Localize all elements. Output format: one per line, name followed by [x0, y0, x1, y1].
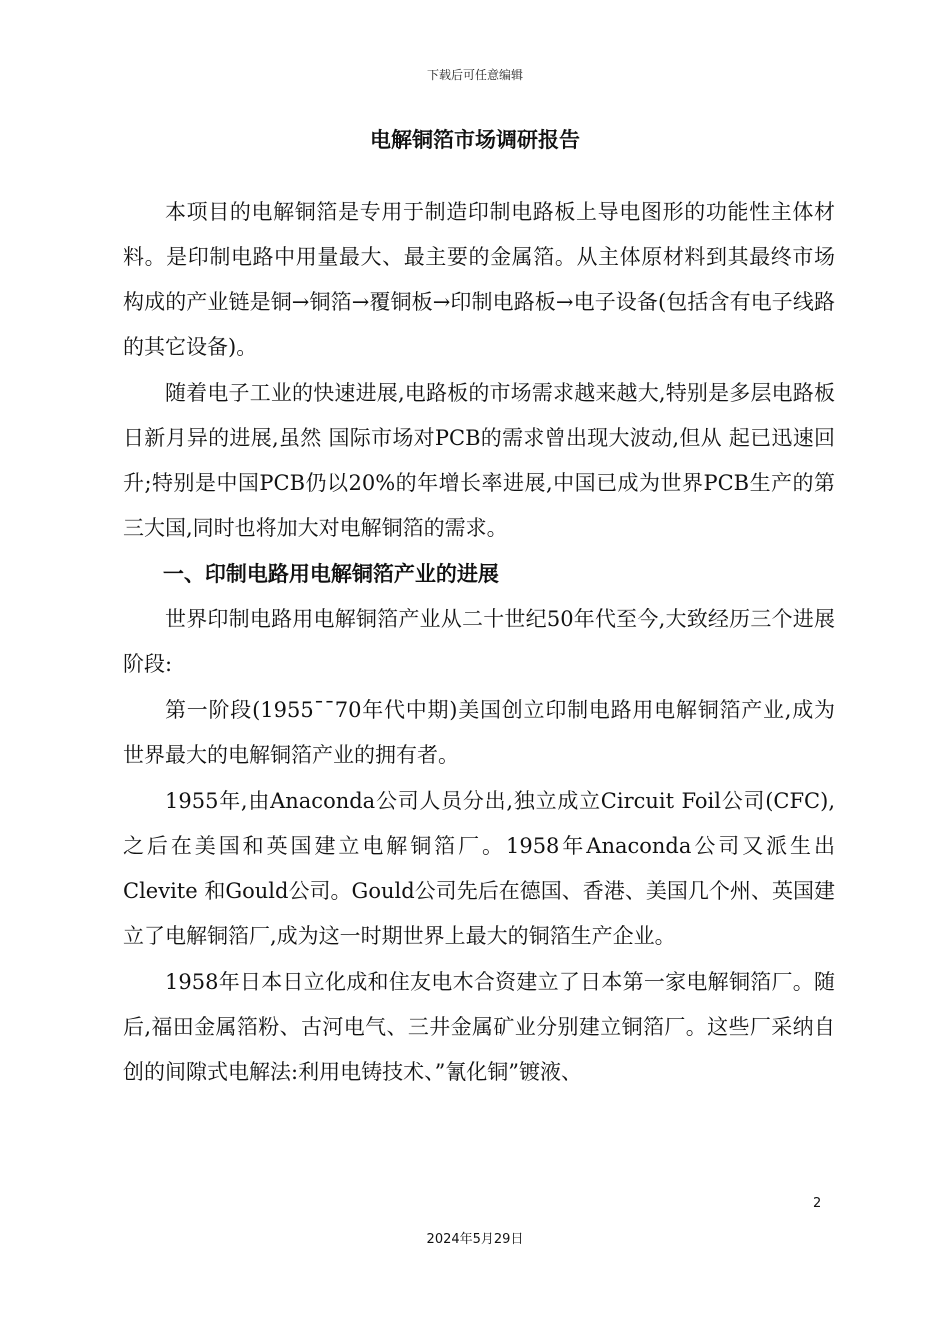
paragraph-us-history: 1955年,由Anaconda公司人员分出,独立成立Circuit Foil公司(CFC),之后在美国和英国建立电解铜箔厂。1958年Anaconda公司又派生出Clevite 和Gould公司。Gould公司先后在德国、香港、美国几个州、英国建立了电解铜箔厂,成为这一时期世界上最大的铜箔生产企业。	[123, 789, 835, 948]
paragraph-stages: 世界印制电路用电解铜箔产业从二十世纪50年代至今,大致经历三个进展阶段:	[123, 607, 835, 676]
paragraph-intro: 本项目的电解铜箔是专用于制造印制电路板上导电图形的功能性主体材料。是印制电路中用量最大、最主要的金属箔。从主体原材料到其最终市场构成的产业链是铜→铜箔→覆铜板→印制电路板→电子设备(包括含有电子线路的其它设备)。	[123, 200, 835, 359]
page-header: 下载后可任意编辑	[426, 68, 523, 82]
paragraph-japan-history: 1958年日本日立化成和住友电木合资建立了日本第一家电解铜箔厂。随后,福田金属箔粉、古河电气、三井金属矿业分别建立铜箔厂。这些厂采纳自创的间隙式电解法:利用电铸技术、”氰化铜”镀液、	[123, 970, 835, 1084]
section-heading: 一、印制电路用电解铜箔产业的进展	[162, 562, 499, 586]
document-title: 电解铜箔市场调研报告	[370, 128, 580, 152]
page-number: 2	[813, 1196, 822, 1211]
page-footer-date: 2024年5月29日	[426, 1232, 524, 1247]
document-body	[123, 190, 835, 1096]
paragraph-market: 随着电子工业的快速进展,电路板的市场需求越来越大,特别是多层电路板日新月异的进展,虽然 国际市场对PCB的需求曾出现大波动,但从 起已迅速回升;特别是中国PCB仍以20%的年增长率进展,中国已成为世界PCB生产的第三大国,同时也将加大对电解铜箔的需求。	[123, 381, 835, 540]
paragraph-stage-one: 第一阶段(1955¯¯70年代中期)美国创立印制电路用电解铜箔产业,成为世界最大的电解铜箔产业的拥有者。	[123, 698, 835, 767]
